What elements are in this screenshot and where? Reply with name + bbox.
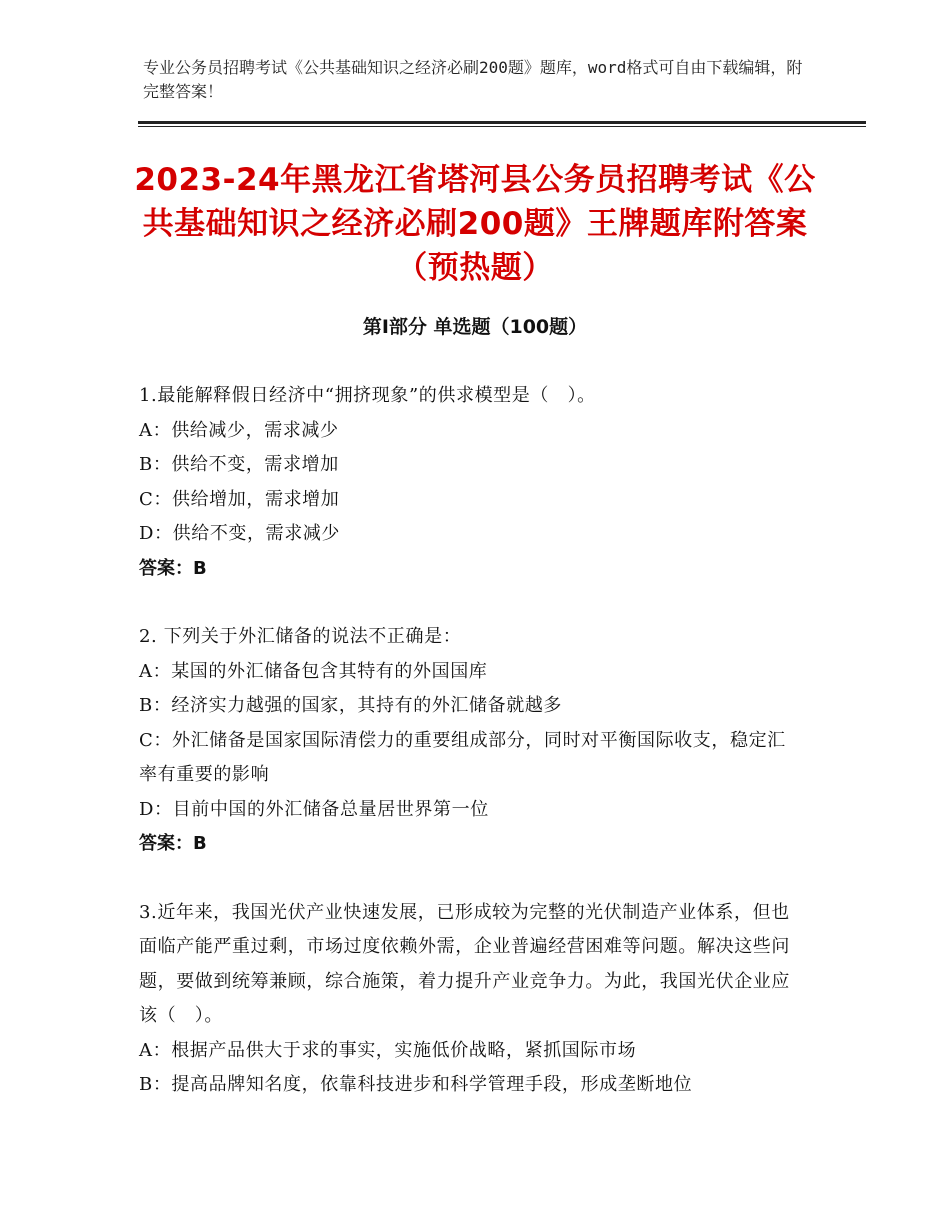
question-list (139, 379, 799, 1137)
option-b: B：经济实力越强的国家，其持有的外汇储备就越多 (139, 695, 563, 716)
answer-label: 答案：B (139, 557, 207, 579)
option-a: A：某国的外汇储备包含其特有的外国国库 (139, 660, 488, 682)
header-divider-thin (138, 126, 866, 127)
option-d: D：供给不变，需求减少 (139, 523, 341, 544)
question-1 (139, 379, 799, 586)
option-a: A：供给减少，需求减少 (139, 419, 339, 441)
question-2 (139, 620, 799, 862)
option-b: B：提高品牌知名度，依靠科技进步和科学管理手段，形成垄断地位 (139, 1074, 693, 1095)
option-c: C：供给增加，需求增加 (139, 488, 340, 510)
question-stem: 3.近年来，我国光伏产业快速发展，已形成较为完整的光伏制造产业体系，但也面临产能严重过剩，市场过度依赖外需，企业普遍经营困难等问题。解决这些问题，要做到统筹兼顾，综合施策，着力提升产业竞争力。为此，我国光伏企业应该（ ）。 (139, 901, 790, 1026)
option-c: C：外汇储备是国家国际清偿力的重要组成部分，同时对平衡国际收支，稳定汇率有重要的影响 (139, 729, 786, 785)
question-stem: 1.最能解释假日经济中“拥挤现象”的供求模型是（ ）。 (139, 385, 596, 406)
answer-label: 答案：B (139, 833, 207, 854)
option-d: D：目前中国的外汇储备总量居世界第一位 (139, 798, 489, 820)
option-b: B：供给不变，需求增加 (139, 454, 339, 475)
document-title: 2023-24年黑龙江省塔河县公务员招聘考试《公共基础知识之经济必刷200题》王牌题库附答案（预热题） (134, 162, 816, 286)
header-divider-thick (138, 121, 866, 124)
question-stem: 2. 下列关于外汇储备的说法不正确是： (139, 626, 462, 647)
header-note: 专业公务员招聘考试《公共基础知识之经济必刷200题》题库，word格式可自由下载编辑，附完整答案！ (143, 58, 803, 101)
question-3 (139, 896, 799, 1103)
option-a: A：根据产品供大于求的事实，实施低价战略，紧抓国际市场 (139, 1039, 637, 1061)
section-heading: 第Ⅰ部分 单选题（100题） (362, 316, 588, 338)
